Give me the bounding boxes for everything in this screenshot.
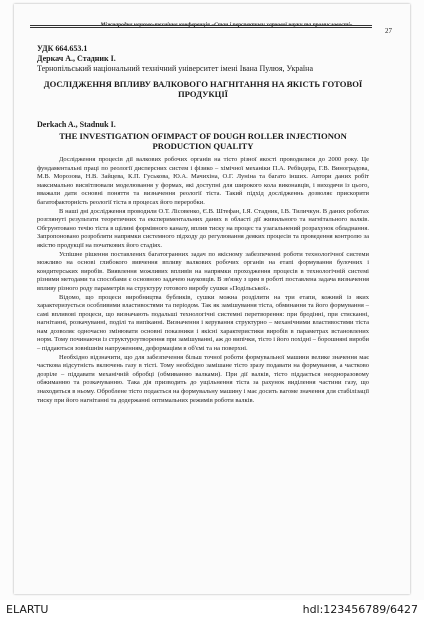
header-rule-top — [30, 25, 372, 26]
paragraph: Успішне рішення поставлених багатогранних задач по якісному забезпеченні роботи технологічної системи можливо на основі глибокого вивчення впливу валкових робочих органів на етапі формування булочних і кондитерських виробів. Виявлення можливих впливів на напрямки проходження процесів в технологічній системі різними методами та способами є основною задачею науковців. В зв'язку з цим в роботі поставлена задача визначення впливу різного роду параметрів на структуру готового виробу сушки «Подільської». — [37, 250, 369, 292]
title-en: THE INVESTIGATION OFIMPACT OF DOUGH ROLLER INJECTIONON PRODUCTION QUALITY — [59, 131, 347, 151]
paragraph: В наші дні дослідження проводили О.Т. Лісовенко, Є.В. Штефан, І.Я. Стадник, І.В. Тиличкун. В даних роботах розглянуті результати теоретичних та експериментальних даних в області дії живильного та нагнітального валків. Обгрунтовано течію тіста в щілині формівного каналу, вплив тиску на процес та узагальнений розрахунок обладнання. Запропоновано розробляти напрямки системного підходу до регулювання деяких процесів та проведення контролю за якістю продукції на початкових його стадіях. — [37, 207, 369, 249]
page-number: 27 — [385, 27, 392, 35]
repository-name: ELARTU — [6, 603, 49, 616]
article-body — [37, 156, 369, 405]
authors-en: Derkach A., Stadnuk I. — [37, 120, 116, 129]
affiliation: Тернопільський національний технічний університет імені Івана Пулюя, Україна — [37, 64, 313, 73]
status-bar — [0, 600, 424, 620]
title-ua: ДОСЛІДЖЕННЯ ВПЛИВУ ВАЛКОВОГО НАГНІТАННЯ НА ЯКІСТЬ ГОТОВОЇ ПРОДУКЦІЇ — [43, 79, 363, 99]
paragraph: Необхідно відзначити, що для забезпечення більш точної роботи формувальної машини велике значення має часткова відсутність включень газу в тісті. Тому необхідно замішане тісто зразу подавати на формування, а частково дозріле – піддавати механічній обробці (обмиванню валками). При дії валків, тісто піддається неодноразовому обжиманню та розкачуванню. Така дія призводить до ущільнення тіста за рахунок виділення частини газу, що знаходиться в ньому. Оброблене тісто подається на формувальну машину і має досить вагоме значення для стабілізації тиску при його нагнітанні та додержанні оптимальних режимів роботи валків. — [37, 353, 369, 404]
paragraph: Дослідження процесів дії валкових робочих органів на тісто різної якості проводилися до 2000 року. Це фундаментальні праці по реології дисперсних систем і фізико – хімічної механіки П.А. Ребіндера, Г.В. Виноградова, М.В. Морозова, Н.В. Зайцева, К.П. Гуськова, Ю.А. Мачихіна, О.Г. Луніна та багато інших. Автори даних робіт максимально висвітлювали моделювання у формах, які доступні для широкого кола виконавців, і виходячи із цього, вважали дати основні поняття та визначення реології тіста. Такий підхід дослідженнь дозволяє прискорити багатофакторність реології тіста в процесах його переробки. — [37, 156, 369, 206]
handle-id: hdl:123456789/6427 — [302, 603, 418, 616]
udk-code: УДК 664.653.1 — [37, 44, 88, 53]
header-rule-bottom — [30, 27, 372, 28]
conference-header: Міжнародна науково-технічна конференція «Стан і перспективи харчової науки та промисловості» — [100, 22, 353, 28]
authors-ua: Деркач А., Стадник І. — [37, 54, 116, 63]
paragraph: Відомо, що процеси виробництва бубликів, сушки можна розділити на три етапи, кожний із яких характеризується особливими властивостями та періодом. Так як замішування тіста, обминання та його формування – самі впливові процеси, що визначають подальші технологічні системні перетворення: при бродінні, при стисканні, нагнітанні, розкачуванні, поділі та випіканні. Визначення і керування структурно – механічними властивостями тіста нам дозволяє одночасно змінювати основні показники і якісні характеристики виробів в параметрах встановлених норм. Тому починаючи із структуроутворення при замішуванні, аж до випічки, тісто і його похідні – борошняні вироби – піддаються зовнішнім напруженням, деформаціям в об'ємі та на поверхні. — [37, 293, 369, 353]
